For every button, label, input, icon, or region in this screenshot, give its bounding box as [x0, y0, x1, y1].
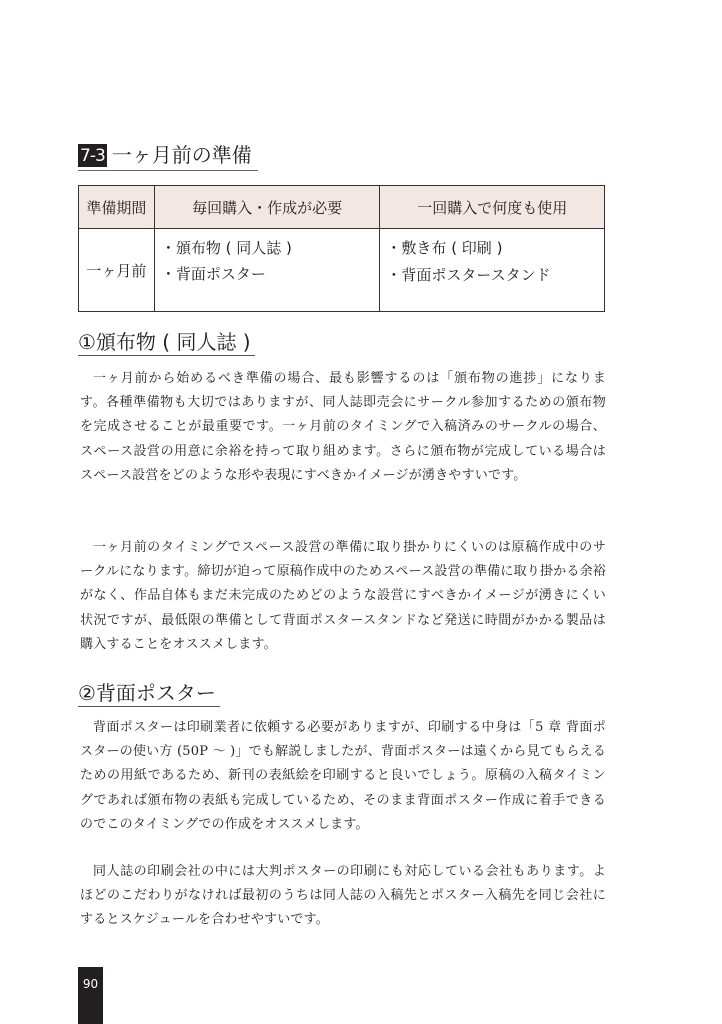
list-item: ・敷き布 ( 印刷 ) [386, 239, 503, 257]
list-item: ・頒布物 ( 同人誌 ) [160, 239, 292, 257]
table-header-row [79, 186, 605, 229]
body-paragraph: 一ヶ月前から始めるべき準備の場合、最も影響するのは「頒布物の進捗」になります。各種準備物も大切ではありますが、同人誌即売会にサークル参加するための頒布物を完成させることが最重要です。一ヶ月前のタイミングで入稿済みのサークルの場合、スペース設営の用意に余裕を持って取り組めます。さらに頒布物が完成している場合はスペース設営をどのような形や表現にすべきかイメージが湧きやすいです。 [80, 371, 606, 483]
list-item: ・背面ポスター [160, 265, 266, 283]
body-paragraph: 一ヶ月前のタイミングでスペース設営の準備に取り掛かりにくいのは原稿作成中のサークルになります。締切が迫って原稿作成中のためスペース設営の準備に取り掛かる余裕がなく、作品自体もまだ未完成のためどのような設営にすべきかイメージが湧きにくい状況ですが、最低限の準備として背面ポスタースタンドなど発送に時間がかかる製品は購入することをオススメします。 [80, 540, 606, 652]
chapter-underline [78, 170, 258, 171]
body-paragraph: 同人誌の印刷会社の中には大判ポスターの印刷にも対応している会社もあります。よほどのこだわりがなければ最初のうちは同人誌の入稿先とポスター入稿先を同じ会社にするとスケジュールを合わせやすいです。 [80, 864, 606, 928]
header-period: 準備期間 [79, 186, 155, 229]
list-item: ・背面ポスタースタンド [386, 266, 551, 284]
preparation-table [78, 185, 605, 312]
table-row [79, 229, 605, 312]
header-every-time: 毎回購入・作成が必要 [154, 186, 380, 229]
chapter-title: 一ヶ月前の準備 [111, 143, 252, 167]
cell-period: 一ヶ月前 [79, 229, 155, 312]
cell-reusable [380, 229, 605, 312]
cell-every-time [154, 229, 380, 312]
header-reusable: 一回購入で何度も使用 [380, 186, 605, 229]
chapter-heading [78, 143, 252, 167]
body-paragraph: 背面ポスターは印刷業者に依頼する必要がありますが、印刷する中身は「5 章 背面ポスターの使い方 (50P ～ )」でも解説しましたが、背面ポスターは遠くから見てもらえるための用紙であるため、新刊の表紙絵を印刷すると良いでしょう。原稿の入稿タイミングであれば頒布物の表紙も完成しているため、そのまま背面ポスター作成に着手できるのでこのタイミングでの作成をオススメします。 [80, 720, 606, 832]
section-heading: ②背面ポスター [78, 680, 220, 707]
section-heading: ①頒布物 ( 同人誌 ) [78, 329, 255, 356]
page-number: 90 [78, 967, 103, 1024]
chapter-number-badge: 7-3 [80, 145, 105, 166]
